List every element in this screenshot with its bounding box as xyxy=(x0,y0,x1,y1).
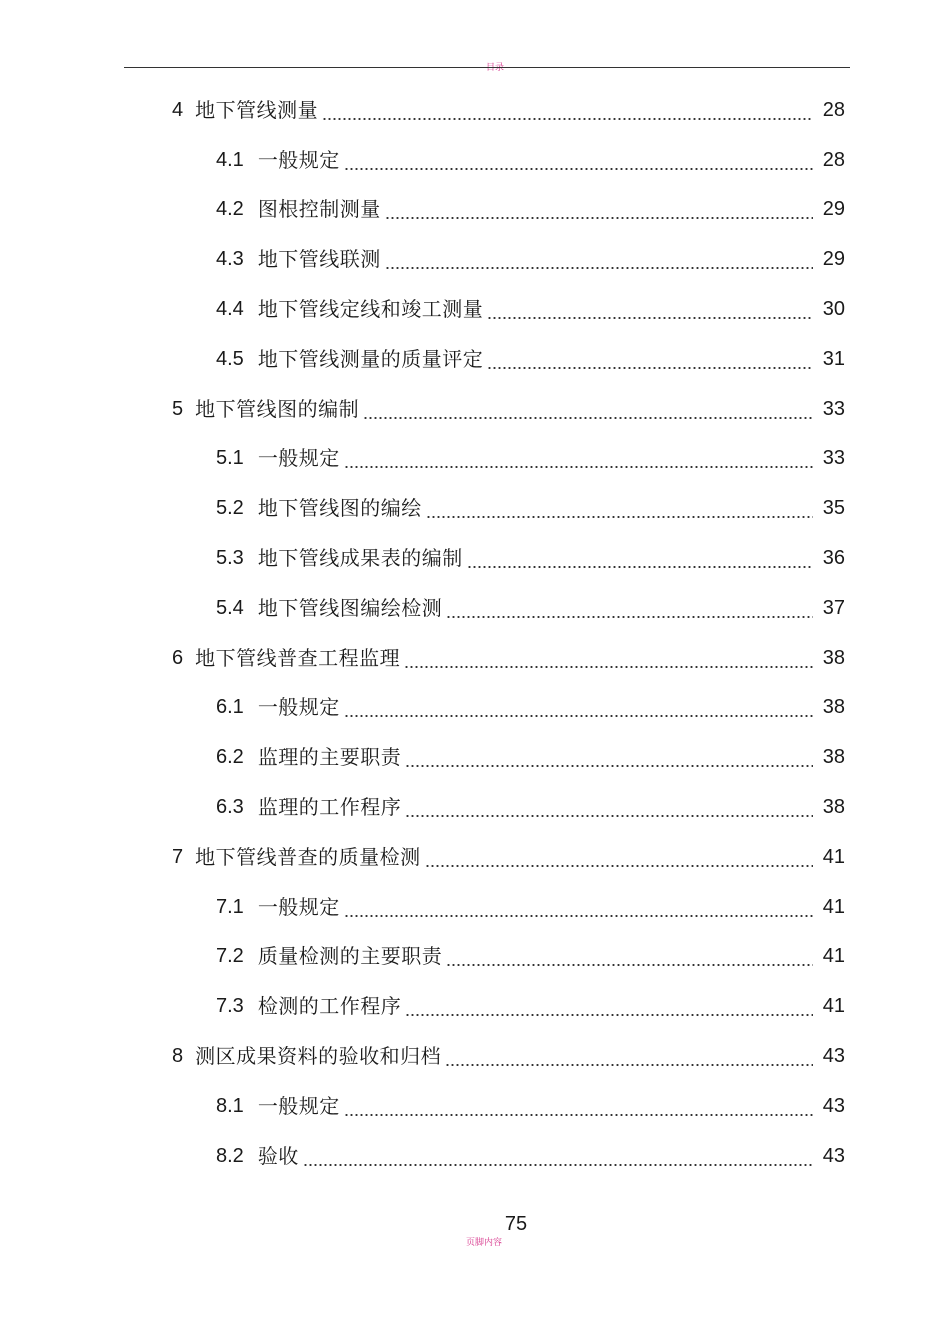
toc-entry-title: 地下管线联测 xyxy=(257,247,381,272)
toc-section-entry[interactable] xyxy=(0,683,950,733)
toc-entry-page-number: 38 xyxy=(822,796,845,819)
toc-chapter-entry[interactable] xyxy=(0,85,950,135)
toc-entry-number: 6.3 xyxy=(216,796,244,819)
toc-entry-number: 4.4 xyxy=(216,298,244,321)
toc-section-entry[interactable] xyxy=(0,732,950,782)
toc-section-entry[interactable] xyxy=(0,483,950,533)
toc-entry-number: 4.5 xyxy=(216,347,244,370)
toc-entry-page-number: 38 xyxy=(822,746,845,769)
toc-entry-page-number: 28 xyxy=(822,98,845,121)
toc-entry-title: 一般规定 xyxy=(257,695,340,720)
toc-section-entry[interactable] xyxy=(0,782,950,832)
toc-entry-page-number: 43 xyxy=(822,1045,845,1068)
toc-dot-leader xyxy=(487,347,813,371)
toc-entry-number: 5.1 xyxy=(216,447,244,470)
toc-entry-number: 5.2 xyxy=(216,497,244,520)
toc-chapter-entry[interactable] xyxy=(0,1031,950,1081)
toc-entry-title: 地下管线成果表的编制 xyxy=(257,546,463,571)
toc-entry-title: 一般规定 xyxy=(257,147,340,172)
toc-entry-number: 6.2 xyxy=(216,746,244,769)
toc-entry-page-number: 41 xyxy=(822,995,845,1018)
toc-dot-leader xyxy=(446,596,813,620)
toc-entry-page-number: 38 xyxy=(822,696,845,719)
toc-entry-page-number: 29 xyxy=(822,248,845,271)
toc-section-entry[interactable] xyxy=(0,334,950,384)
toc-section-entry[interactable] xyxy=(0,434,950,484)
toc-entry-page-number: 30 xyxy=(822,298,845,321)
toc-section-entry[interactable] xyxy=(0,932,950,982)
toc-entry-title: 地下管线图的编绘 xyxy=(257,496,422,521)
toc-entry-number: 5.3 xyxy=(216,547,244,570)
toc-entry-number: 4.3 xyxy=(216,248,244,271)
toc-section-entry[interactable] xyxy=(0,533,950,583)
page-header-text: 目录 xyxy=(485,63,504,73)
toc-chapter-entry[interactable] xyxy=(0,384,950,434)
toc-entry-number: 7 xyxy=(172,845,184,868)
toc-entry-title: 地下管线测量的质量评定 xyxy=(257,346,484,371)
toc-entry-number: 4.2 xyxy=(216,198,244,221)
toc-entry-page-number: 28 xyxy=(822,148,845,171)
toc-entry-page-number: 37 xyxy=(822,596,845,619)
toc-entry-title: 质量检测的主要职责 xyxy=(257,944,443,969)
toc-dot-leader xyxy=(303,1144,813,1168)
toc-dot-leader xyxy=(404,646,813,670)
toc-dot-leader xyxy=(405,994,813,1018)
toc-section-entry[interactable] xyxy=(0,234,950,284)
toc-dot-leader xyxy=(487,297,813,321)
toc-section-entry[interactable] xyxy=(0,1131,950,1181)
toc-entry-number: 7.1 xyxy=(216,895,244,918)
table-of-contents xyxy=(0,85,950,1181)
toc-section-entry[interactable] xyxy=(0,185,950,235)
toc-entry-page-number: 41 xyxy=(822,895,845,918)
toc-dot-leader xyxy=(344,695,813,719)
toc-entry-page-number: 35 xyxy=(822,497,845,520)
toc-section-entry[interactable] xyxy=(0,882,950,932)
toc-dot-leader xyxy=(405,795,813,819)
toc-entry-page-number: 29 xyxy=(822,198,845,221)
toc-entry-page-number: 33 xyxy=(822,397,845,420)
toc-entry-page-number: 41 xyxy=(822,945,845,968)
toc-section-entry[interactable] xyxy=(0,981,950,1031)
page-number: 75 xyxy=(504,1213,528,1235)
toc-entry-page-number: 43 xyxy=(822,1094,845,1117)
toc-entry-title: 地下管线定线和竣工测量 xyxy=(257,297,484,322)
toc-entry-title: 图根控制测量 xyxy=(257,197,381,222)
header-rule xyxy=(124,67,850,68)
toc-entry-page-number: 41 xyxy=(822,845,845,868)
toc-entry-title: 地下管线普查工程监理 xyxy=(195,645,401,670)
toc-dot-leader xyxy=(344,446,813,470)
toc-entry-number: 8.2 xyxy=(216,1144,244,1167)
toc-entry-number: 4 xyxy=(172,98,184,121)
toc-entry-title: 一般规定 xyxy=(257,894,340,919)
toc-entry-title: 监理的主要职责 xyxy=(257,745,402,770)
toc-section-entry[interactable] xyxy=(0,583,950,633)
toc-entry-number: 8.1 xyxy=(216,1094,244,1117)
page-footer-text: 页脚内容 xyxy=(465,1238,502,1248)
toc-chapter-entry[interactable] xyxy=(0,633,950,683)
toc-entry-number: 4.1 xyxy=(216,148,244,171)
toc-dot-leader xyxy=(385,197,813,221)
toc-dot-leader xyxy=(344,148,813,172)
toc-entry-page-number: 38 xyxy=(822,646,845,669)
toc-entry-number: 8 xyxy=(172,1045,184,1068)
toc-section-entry[interactable] xyxy=(0,1081,950,1131)
toc-entry-title: 地下管线测量 xyxy=(195,97,319,122)
toc-dot-leader xyxy=(363,397,813,421)
toc-entry-title: 地下管线图编绘检测 xyxy=(257,595,443,620)
toc-dot-leader xyxy=(425,845,813,869)
toc-entry-number: 5.4 xyxy=(216,596,244,619)
toc-entry-page-number: 33 xyxy=(822,447,845,470)
toc-dot-leader xyxy=(344,895,813,919)
toc-entry-number: 7.2 xyxy=(216,945,244,968)
toc-entry-page-number: 43 xyxy=(822,1144,845,1167)
toc-entry-title: 地下管线图的编制 xyxy=(195,396,360,421)
toc-entry-title: 监理的工作程序 xyxy=(257,795,402,820)
toc-dot-leader xyxy=(344,1094,813,1118)
toc-dot-leader xyxy=(426,496,813,520)
toc-dot-leader xyxy=(322,98,813,122)
toc-section-entry[interactable] xyxy=(0,135,950,185)
toc-chapter-entry[interactable] xyxy=(0,832,950,882)
toc-entry-page-number: 36 xyxy=(822,547,845,570)
toc-entry-title: 一般规定 xyxy=(257,1093,340,1118)
toc-dot-leader xyxy=(446,944,813,968)
toc-entry-number: 5 xyxy=(172,397,184,420)
toc-entry-page-number: 31 xyxy=(822,347,845,370)
toc-dot-leader xyxy=(405,745,813,769)
toc-entry-number: 6.1 xyxy=(216,696,244,719)
toc-dot-leader xyxy=(445,1044,813,1068)
toc-dot-leader xyxy=(467,546,813,570)
toc-entry-number: 6 xyxy=(172,646,184,669)
toc-entry-title: 测区成果资料的验收和归档 xyxy=(195,1044,442,1069)
toc-entry-title: 一般规定 xyxy=(257,446,340,471)
toc-entry-number: 7.3 xyxy=(216,995,244,1018)
toc-section-entry[interactable] xyxy=(0,284,950,334)
toc-dot-leader xyxy=(385,247,813,271)
toc-entry-title: 地下管线普查的质量检测 xyxy=(195,844,421,869)
toc-entry-title: 检测的工作程序 xyxy=(257,994,402,1019)
toc-entry-title: 验收 xyxy=(257,1143,299,1168)
